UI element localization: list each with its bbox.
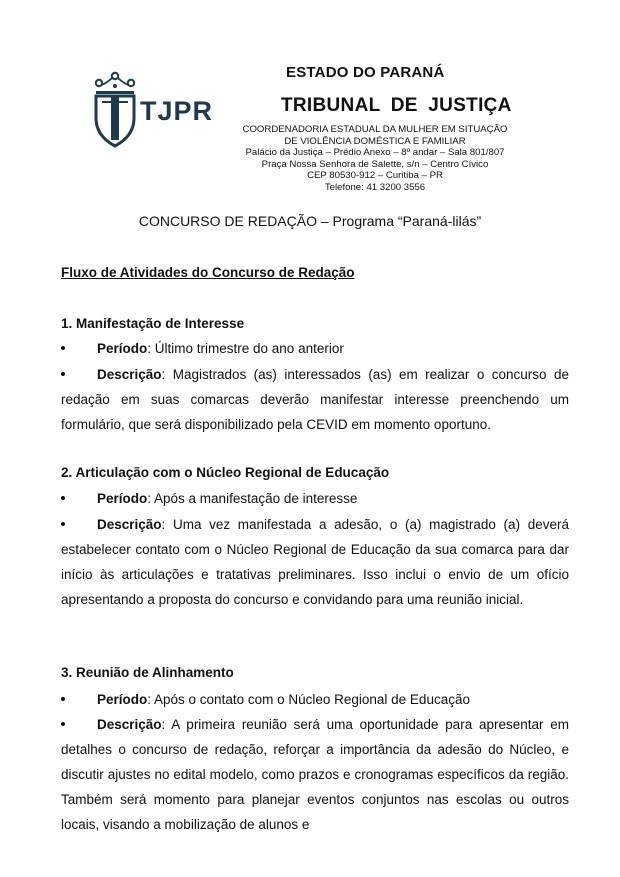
bullet-icon	[61, 722, 65, 726]
address-line: DE VIOLÊNCIA DOMÉSTICA E FAMILIAR	[284, 135, 466, 147]
address-block	[220, 124, 530, 193]
list-item	[61, 512, 569, 612]
section-heading: 3. Reunião de Alinhamento	[61, 665, 234, 680]
flow-title: Fluxo de Atividades do Concurso de Redação	[61, 265, 355, 280]
list-item	[61, 712, 569, 837]
item-label: Descrição	[97, 717, 162, 732]
address-line: COORDENADORIA ESTADUAL DA MULHER EM SITUAÇÃO	[242, 124, 508, 135]
item-text: : Magistrados (as) interessados (as) em realizar o concurso de redação em suas comarcas deverão manifestar interesse preenchendo um formulário, que será disponibilizado pela CEVID em momento oportuno.	[61, 367, 569, 432]
address-line: Praça Nossa Senhora de Salette, s/n – Centro Cívico	[261, 158, 489, 170]
bullet-icon	[61, 522, 65, 526]
bullet-icon	[61, 346, 65, 350]
item-text: : Uma vez manifestada a adesão, o (a) magistrado (a) deverá estabelecer contato com o Núcleo Regional de Educação da sua comarca para dar início às articulações e tratativas preliminares. Isso inclui o envio de um ofício apresentando a proposta do concurso e convidando para uma reunião inicial.	[61, 517, 569, 607]
section-heading: 2. Articulação com o Núcleo Regional de Educação	[61, 465, 390, 480]
item-label: Período	[97, 341, 148, 356]
item-label: Período	[97, 491, 148, 506]
logo-text: TJPR	[140, 96, 214, 126]
list-item	[61, 362, 569, 437]
bullet-icon	[61, 372, 65, 376]
item-text: : Após a manifestação de interesse	[147, 491, 358, 506]
section-heading: 1. Manifestação de Interesse	[61, 316, 245, 331]
item-text: : Após o contato com o Núcleo Regional de Educação	[147, 692, 470, 707]
item-text: : A primeira reunião será uma oportunidade para apresentar em detalhes o concurso de redação, reforçar a importância da adesão do Núcleo, e discutir ajustes no edital modelo, como prazos e cronogramas específicos da região. Também será momento para planejar eventos conjuntos nas escolas ou outros locais, visando a mobilização de alunos e	[61, 717, 569, 832]
court-name: TRIBUNAL DE JUSTIÇA	[281, 95, 512, 116]
tjpr-logo	[92, 70, 222, 150]
address-line: CEP 80530-912 – Curitiba – PR	[307, 170, 443, 181]
address-line: Telefone: 41 3200 3556	[324, 181, 426, 193]
item-label: Descrição	[97, 367, 162, 382]
item-label: Período	[97, 692, 148, 707]
contest-title: CONCURSO DE REDAÇÃO – Programa “Paraná-lilás”	[138, 213, 482, 229]
bullet-icon	[61, 496, 65, 500]
list-item	[61, 486, 569, 511]
bullet-icon	[61, 697, 65, 701]
list-item	[61, 687, 569, 712]
list-item	[61, 336, 569, 361]
tjpr-emblem-icon	[92, 70, 138, 150]
item-text: : Último trimestre do ano anterior	[147, 341, 344, 356]
state-name: ESTADO DO PARANÁ	[286, 64, 445, 81]
address-line: Palácio da Justiça – Prédio Anexo – 8º andar – Sala 801/807	[245, 147, 505, 158]
item-label: Descrição	[97, 517, 162, 532]
